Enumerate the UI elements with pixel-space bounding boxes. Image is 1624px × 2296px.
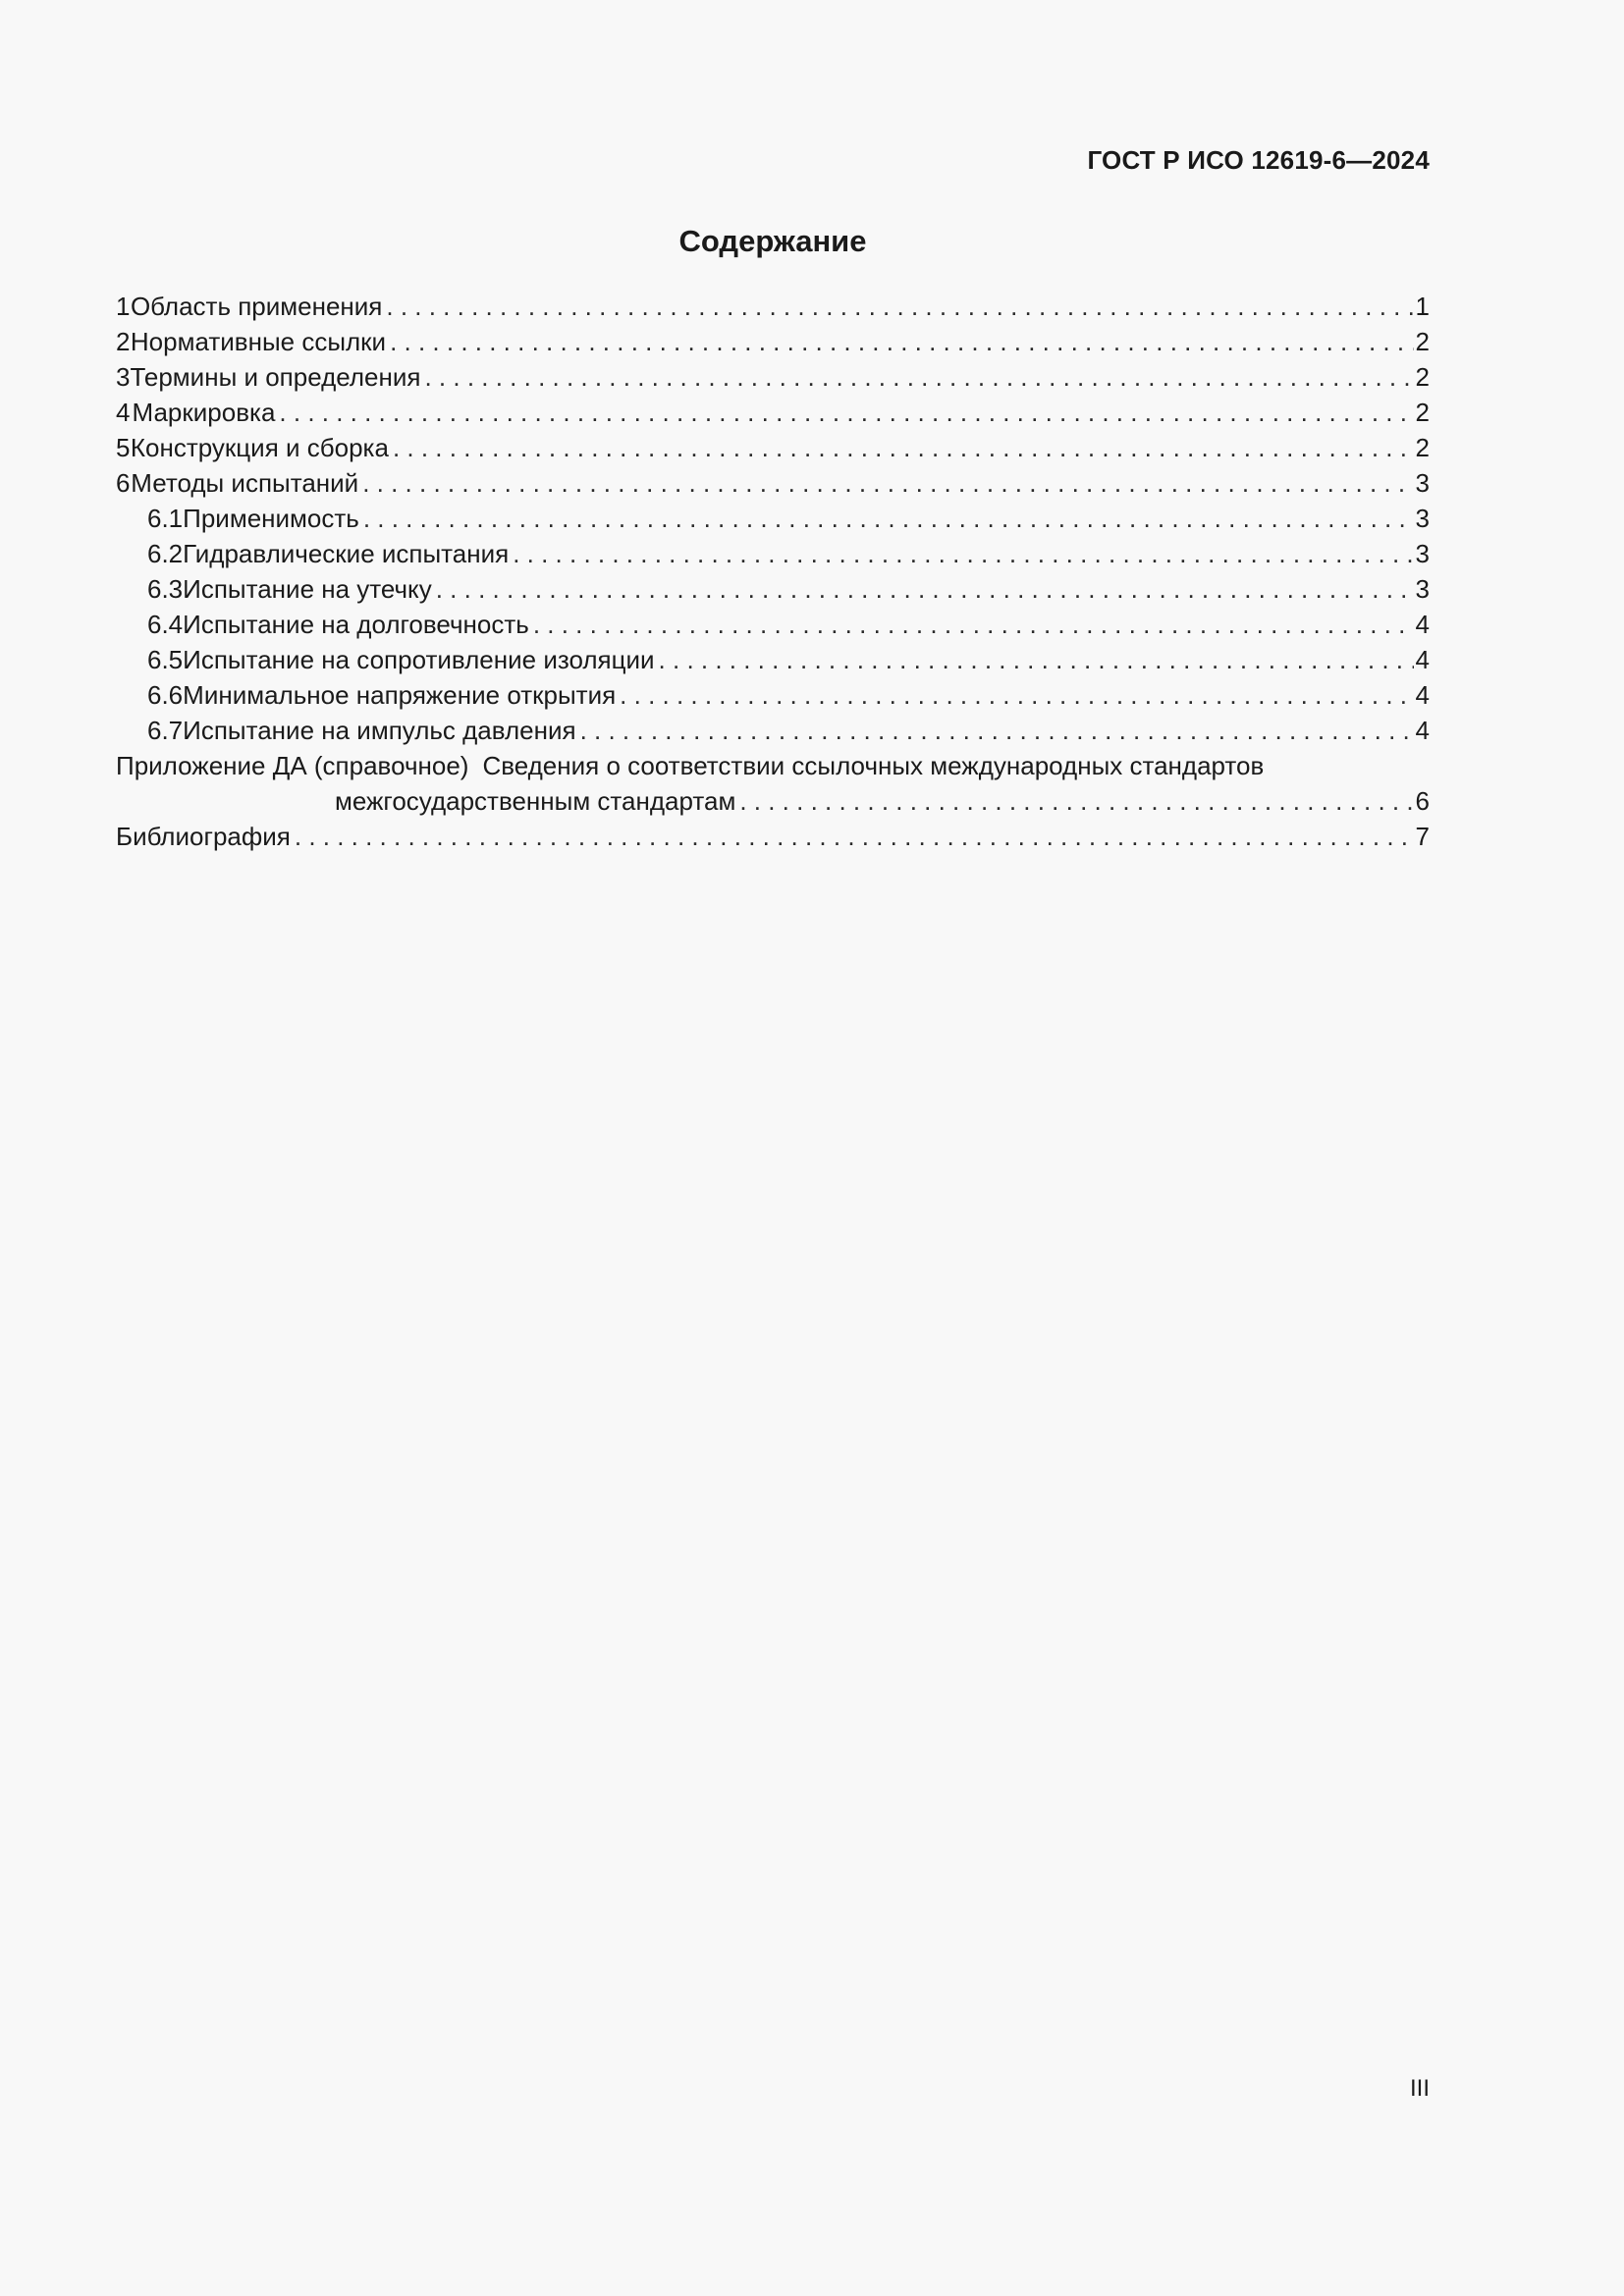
toc-entry-number: 4 [116,398,131,427]
toc-entry-number: 6.5 [147,645,184,674]
toc-entry-2[interactable] [116,324,1430,359]
toc-dot-leader [424,359,1413,395]
toc-entry-label: Маркировка [132,398,276,427]
toc-entry-6-5[interactable] [116,642,1430,677]
toc-entry-number: 6.6 [147,680,184,710]
toc-entry-label: Гидравлические испытания [183,539,510,568]
toc-entry-6-3[interactable] [116,571,1430,607]
toc-entry-page: 4 [1415,680,1430,710]
toc-entry-page: 2 [1415,433,1430,462]
toc-title: Содержание [678,224,867,258]
toc-entry-page: 7 [1415,822,1430,851]
toc-entry-number: 2 [116,327,131,356]
toc-entry-page: 2 [1415,327,1430,356]
toc-entry-label: Библиография [116,822,291,851]
toc-entry-6[interactable] [116,465,1430,501]
toc-dot-leader [659,642,1414,677]
toc-entry-label: Применимость [183,504,359,533]
toc-entry-page: 3 [1415,504,1430,533]
toc-entry-page: 4 [1415,716,1430,745]
toc-entry-page: 4 [1415,645,1430,674]
toc-annex-prefix: Приложение ДА (справочное) [116,751,469,780]
toc-entry-page: 4 [1415,610,1430,639]
toc-dot-leader [436,571,1414,607]
toc-entry-5[interactable] [116,430,1430,465]
toc-entry-page: 3 [1415,468,1430,498]
toc-entry-6-7[interactable] [116,713,1430,748]
toc-dot-leader [386,289,1413,324]
toc-bibliography-entry[interactable] [116,819,1430,854]
toc-entry-6-6[interactable] [116,677,1430,713]
toc-entry-page: 6 [1415,786,1430,816]
toc-entry-3[interactable] [116,359,1430,395]
toc-entry-label: Область применения [130,292,383,321]
toc-entry-label: Нормативные ссылки [130,327,387,356]
toc-entry-6-4[interactable] [116,607,1430,642]
toc-entry-number: 6.7 [147,716,184,745]
toc-dot-leader [620,677,1413,713]
toc-entry-number: 6.1 [147,504,184,533]
toc-entry-label: Испытание на долговечность [183,610,529,639]
toc-entry-label: Испытание на сопротивление изоляции [183,645,655,674]
toc-annex-title-line2: межгосударственным стандартам [335,786,736,816]
toc-entry-page: 2 [1415,398,1430,427]
toc-entry-number: 3 [116,362,131,392]
toc-dot-leader [363,501,1414,536]
toc-entry-page: 2 [1415,362,1430,392]
toc-entry-page: 3 [1415,574,1430,604]
toc-entry-6-2[interactable] [116,536,1430,571]
toc-entry-number: 5 [116,433,131,462]
table-of-contents [116,289,1430,854]
page-number: III [1409,2075,1430,2102]
toc-dot-leader [533,607,1414,642]
toc-entry-6-1[interactable] [116,501,1430,536]
toc-entry-label: Испытание на утечку [183,574,432,604]
toc-entry-4[interactable] [116,395,1430,430]
toc-entry-label: Термины и определения [130,362,421,392]
toc-entry-number: 6.3 [147,574,184,604]
toc-entry-number: 6.2 [147,539,184,568]
toc-entry-number: 6.4 [147,610,184,639]
toc-entry-page: 1 [1415,292,1430,321]
toc-dot-leader [362,465,1413,501]
document-code: ГОСТ Р ИСО 12619-6—2024 [1087,145,1430,175]
toc-entry-number: 6 [116,468,131,498]
toc-entry-1[interactable] [116,289,1430,324]
toc-dot-leader [580,713,1414,748]
toc-annex-continuation[interactable] [116,783,1430,819]
toc-entry-label: Минимальное напряжение открытия [183,680,617,710]
toc-dot-leader [513,536,1413,571]
toc-dot-leader [390,324,1413,359]
toc-annex-title-line1: Сведения о соответствии ссылочных международных стандартов [482,751,1265,780]
toc-entry-label: Конструкция и сборка [130,433,389,462]
toc-dot-leader [393,430,1414,465]
toc-entry-label: Методы испытаний [131,468,359,498]
toc-dot-leader [279,395,1413,430]
toc-entry-page: 3 [1415,539,1430,568]
toc-dot-leader [295,819,1414,854]
toc-dot-leader [739,783,1413,819]
toc-annex-entry[interactable] [116,748,1430,783]
toc-entry-number: 1 [116,292,131,321]
toc-entry-label: Испытание на импульс давления [183,716,576,745]
